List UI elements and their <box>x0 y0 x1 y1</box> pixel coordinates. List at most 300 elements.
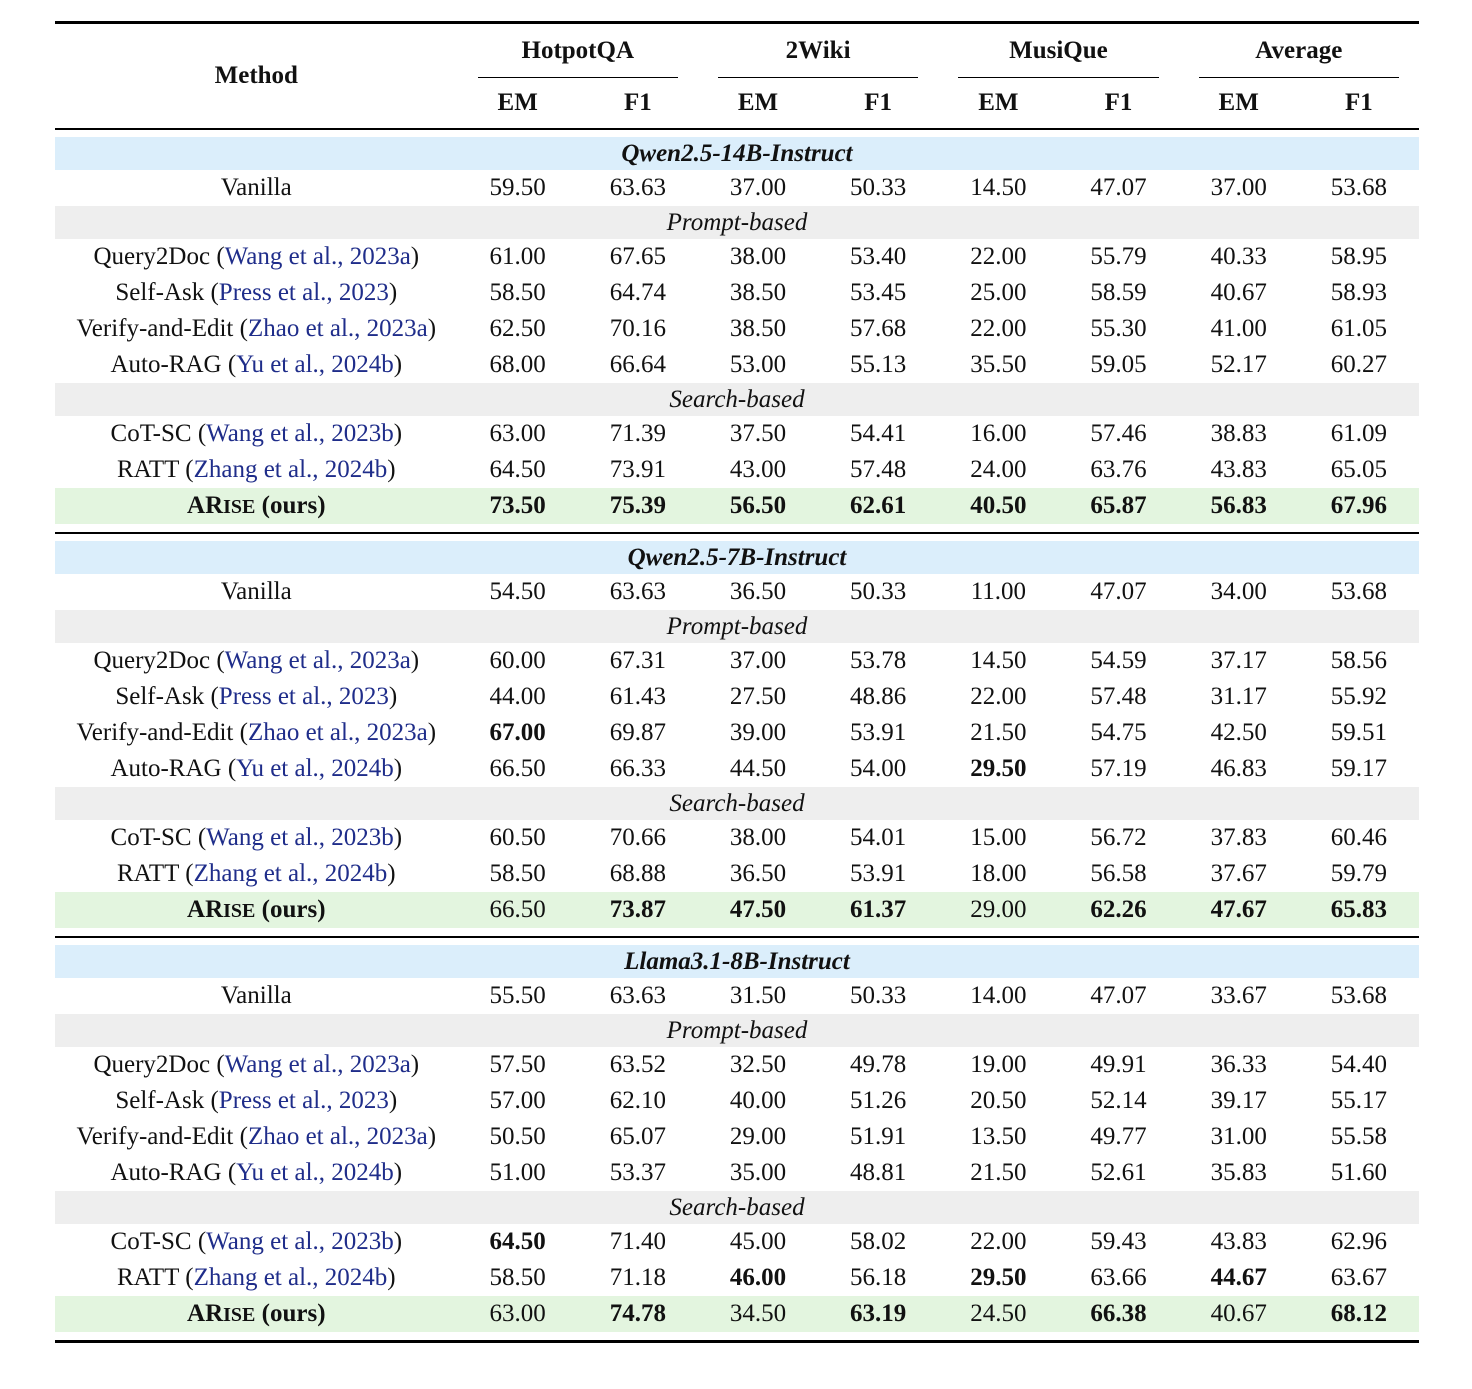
method-name: Self-Ask <box>115 1087 205 1114</box>
group-header-musique: MusiQue <box>938 24 1178 78</box>
table-cell: 59.17 <box>1330 755 1388 782</box>
table-cell: 54.50 <box>489 578 546 605</box>
table-cell: 37.67 <box>1210 860 1267 887</box>
table-cell: 22.00 <box>970 315 1027 342</box>
table-cell: 57.50 <box>489 1051 546 1078</box>
table-cell: 57.48 <box>850 456 907 483</box>
table-cell: 31.17 <box>1210 683 1267 710</box>
method-cell: Auto-RAG (Yu et al., 2024b) <box>110 351 403 378</box>
method-cell: Self-Ask (Press et al., 2023) <box>115 279 398 306</box>
table-cell: 74.78 <box>578 1296 698 1332</box>
metric-header: EM <box>1218 89 1259 116</box>
table-cell: 43.00 <box>729 456 787 483</box>
table-cell: 35.00 <box>729 1159 787 1186</box>
table-cell: 50.33 <box>850 174 907 201</box>
method-name: CoT-SC <box>110 420 192 447</box>
table-cell: 71.39 <box>609 420 666 447</box>
citation-link[interactable]: Wang et al., 2023a <box>224 243 411 270</box>
table-cell: 63.00 <box>489 420 546 447</box>
ours-row <box>55 1296 1419 1332</box>
method-cell: Query2Doc (Wang et al., 2023a) <box>93 647 420 674</box>
table-cell: 63.67 <box>1330 1264 1388 1291</box>
table-cell: 63.63 <box>609 982 666 1009</box>
method-name: Auto-RAG <box>110 1159 222 1186</box>
table-cell: 63.19 <box>818 1296 938 1332</box>
table-cell: 37.83 <box>1210 824 1267 851</box>
method-cell: CoT-SC (Wang et al., 2023b) <box>110 1228 403 1255</box>
table-cell: 49.77 <box>1090 1123 1147 1150</box>
table-cell: 62.61 <box>818 488 938 524</box>
table-cell: 66.50 <box>458 892 578 928</box>
table-cell: 39.00 <box>729 719 787 746</box>
method-cell: Verify-and-Edit (Zhao et al., 2023a) <box>76 315 437 342</box>
table-cell: 51.91 <box>850 1123 907 1150</box>
table-cell: 53.40 <box>850 243 907 270</box>
table-cell: 67.96 <box>1299 488 1419 524</box>
table-cell: 53.78 <box>850 647 907 674</box>
method-name: RATT <box>116 1264 180 1291</box>
table-cell: 47.07 <box>1090 578 1147 605</box>
table-cell: 43.83 <box>1210 1228 1267 1255</box>
table-cell: 14.50 <box>970 174 1027 201</box>
table-cell: 64.50 <box>489 1228 546 1255</box>
method-name: Vanilla <box>220 174 292 201</box>
method-cell <box>55 170 458 206</box>
table-row <box>55 1260 1419 1296</box>
table-cell: 32.50 <box>729 1051 787 1078</box>
table-row <box>55 275 1419 311</box>
category-header-search <box>55 787 1419 820</box>
table-cell: 35.50 <box>970 351 1027 378</box>
method-cell-ours <box>55 1296 458 1332</box>
method-cell-ours <box>55 892 458 928</box>
table-cell: 56.18 <box>850 1264 907 1291</box>
citation-link[interactable]: Zhao et al., 2023a <box>247 315 428 342</box>
table-cell: 40.67 <box>1179 1296 1299 1332</box>
method-name: Self-Ask <box>115 683 205 710</box>
table-cell: 57.00 <box>489 1087 546 1114</box>
group-header-average: Average <box>1179 24 1419 78</box>
category-header-prompt-label: Prompt-based <box>55 1014 1419 1047</box>
table-cell: 56.83 <box>1179 488 1299 524</box>
table-row <box>55 1047 1419 1083</box>
table-cell: 59.79 <box>1330 860 1388 887</box>
table-cell: 53.45 <box>850 279 907 306</box>
table-cell: 58.50 <box>489 1264 546 1291</box>
table-cell: 41.00 <box>1210 315 1267 342</box>
table-cell: 52.17 <box>1210 351 1267 378</box>
vanilla-row <box>55 574 1419 610</box>
vanilla-row <box>55 978 1419 1014</box>
ours-name-a: AR <box>187 492 224 519</box>
table-cell: 50.33 <box>850 578 907 605</box>
table-cell: 51.00 <box>489 1159 546 1186</box>
table-cell: 60.27 <box>1330 351 1388 378</box>
ours-suffix: (ours) <box>255 492 326 519</box>
method-cell <box>55 574 458 610</box>
table-row <box>55 347 1419 383</box>
table-cell: 40.00 <box>729 1087 787 1114</box>
table-cell: 55.30 <box>1090 315 1147 342</box>
category-header-search-label: Search-based <box>55 383 1419 416</box>
table-cell: 36.50 <box>729 860 787 887</box>
table-cell: 58.56 <box>1330 647 1388 674</box>
table-cell: 66.64 <box>609 351 666 378</box>
model-header <box>55 137 1419 170</box>
table-row <box>55 452 1419 488</box>
ours-name-a: AR <box>187 1300 224 1327</box>
table-cell: 65.83 <box>1299 892 1419 928</box>
table-cell: 40.33 <box>1210 243 1267 270</box>
category-header-prompt-label: Prompt-based <box>55 206 1419 239</box>
citation-link[interactable]: Press et al., 2023 <box>218 683 389 710</box>
method-cell: Verify-and-Edit (Zhao et al., 2023a) <box>76 719 437 746</box>
table-cell: 40.67 <box>1210 279 1267 306</box>
table-cell: 38.83 <box>1210 420 1267 447</box>
table-cell: 47.07 <box>1090 174 1147 201</box>
method-name: Query2Doc <box>93 647 211 674</box>
ours-name-b: ISE <box>223 900 256 922</box>
category-header-search-label: Search-based <box>55 787 1419 820</box>
model-header-label: Llama3.1-8B-Instruct <box>55 945 1419 978</box>
table-cell: 38.50 <box>729 279 787 306</box>
table-cell: 57.46 <box>1090 420 1147 447</box>
table-cell: 57.48 <box>1090 683 1147 710</box>
table-cell: 25.00 <box>970 279 1027 306</box>
table-cell: 62.26 <box>1058 892 1178 928</box>
table-cell: 63.63 <box>609 578 666 605</box>
table-cell: 33.67 <box>1210 982 1267 1009</box>
vanilla-row <box>55 170 1419 206</box>
table-cell: 53.68 <box>1330 578 1388 605</box>
table-row <box>55 1155 1419 1191</box>
table-cell: 51.60 <box>1330 1159 1388 1186</box>
table-cell: 39.17 <box>1210 1087 1267 1114</box>
table-cell: 29.00 <box>729 1123 787 1150</box>
table-cell: 53.37 <box>609 1159 666 1186</box>
table-cell: 62.96 <box>1330 1228 1388 1255</box>
table-cell: 34.50 <box>698 1296 818 1332</box>
method-cell: Auto-RAG (Yu et al., 2024b) <box>110 1159 403 1186</box>
table-cell: 22.00 <box>970 683 1027 710</box>
ours-name-b: ISE <box>223 496 256 518</box>
citation-link[interactable]: Zhang et al., 2024b <box>193 456 388 483</box>
table-cell: 49.91 <box>1090 1051 1147 1078</box>
table-cell: 65.05 <box>1330 456 1388 483</box>
table-cell: 61.43 <box>609 683 666 710</box>
table-row <box>55 715 1419 751</box>
table-cell: 61.05 <box>1330 315 1388 342</box>
category-header-search-label: Search-based <box>55 1191 1419 1224</box>
table-cell: 38.00 <box>729 824 787 851</box>
category-header-prompt <box>55 1014 1419 1047</box>
method-name: Auto-RAG <box>110 351 222 378</box>
method-header: Method <box>214 62 298 89</box>
method-name: Vanilla <box>220 578 292 605</box>
method-cell: Self-Ask (Press et al., 2023) <box>115 683 398 710</box>
citation-link[interactable]: Zhang et al., 2024b <box>193 1264 388 1291</box>
table-cell: 48.81 <box>850 1159 907 1186</box>
table-cell: 68.12 <box>1299 1296 1419 1332</box>
metric-header: F1 <box>864 89 893 116</box>
results-body <box>55 129 1419 1343</box>
metric-header: EM <box>978 89 1019 116</box>
table-cell: 52.14 <box>1090 1087 1147 1114</box>
table-cell: 43.83 <box>1210 456 1267 483</box>
table-cell: 35.83 <box>1210 1159 1267 1186</box>
table-cell: 50.50 <box>489 1123 546 1150</box>
category-header-prompt <box>55 206 1419 239</box>
category-header-search <box>55 383 1419 416</box>
model-header-label: Qwen2.5-14B-Instruct <box>55 137 1419 170</box>
citation-link[interactable]: Zhang et al., 2024b <box>193 860 388 887</box>
citation-link[interactable]: Zhao et al., 2023a <box>247 1123 428 1150</box>
ours-suffix: (ours) <box>255 1300 326 1327</box>
table-cell: 53.68 <box>1330 982 1388 1009</box>
table-cell: 42.50 <box>1210 719 1267 746</box>
table-cell: 21.50 <box>970 719 1027 746</box>
citation-link[interactable]: Yu et al., 2024b <box>236 1159 394 1186</box>
table-cell: 38.50 <box>729 315 787 342</box>
method-cell: Auto-RAG (Yu et al., 2024b) <box>110 755 403 782</box>
table-cell: 46.00 <box>729 1264 787 1291</box>
table-cell: 61.37 <box>818 892 938 928</box>
table-cell: 55.17 <box>1330 1087 1388 1114</box>
ours-row <box>55 892 1419 928</box>
citation-link[interactable]: Press et al., 2023 <box>218 1087 389 1114</box>
table-cell: 67.65 <box>609 243 666 270</box>
model-header <box>55 541 1419 574</box>
method-cell: RATT (Zhang et al., 2024b) <box>116 1264 396 1291</box>
method-cell: CoT-SC (Wang et al., 2023b) <box>110 824 403 851</box>
group-header-hotpotqa: HotpotQA <box>458 24 698 78</box>
table-cell: 14.50 <box>970 647 1027 674</box>
table-cell: 55.79 <box>1090 243 1147 270</box>
table-cell: 68.88 <box>609 860 666 887</box>
table-cell: 47.07 <box>1090 982 1147 1009</box>
table-cell: 57.19 <box>1090 755 1147 782</box>
category-header-prompt <box>55 610 1419 643</box>
ours-name-a: AR <box>187 896 224 923</box>
table-cell: 59.51 <box>1330 719 1388 746</box>
method-name: Auto-RAG <box>110 755 222 782</box>
citation-link[interactable]: Wang et al., 2023b <box>206 1228 394 1255</box>
table-cell: 22.00 <box>970 243 1027 270</box>
citation-link[interactable]: Wang et al., 2023a <box>224 1051 411 1078</box>
table-cell: 69.87 <box>609 719 666 746</box>
table-cell: 53.91 <box>850 860 907 887</box>
table-cell: 53.00 <box>729 351 787 378</box>
method-name: Verify-and-Edit <box>76 719 234 746</box>
table-row <box>55 679 1419 715</box>
table-cell: 46.83 <box>1210 755 1267 782</box>
table-cell: 13.50 <box>970 1123 1027 1150</box>
table-cell: 59.50 <box>489 174 546 201</box>
table-row <box>55 239 1419 275</box>
table-row <box>55 856 1419 892</box>
table-cell: 60.50 <box>489 824 546 851</box>
table-cell: 29.50 <box>970 1264 1027 1291</box>
table-cell: 70.16 <box>609 315 666 342</box>
results-table <box>55 21 1419 1343</box>
table-cell: 59.05 <box>1090 351 1147 378</box>
table-cell: 50.33 <box>850 982 907 1009</box>
table-cell: 37.17 <box>1210 647 1267 674</box>
table-cell: 58.95 <box>1330 243 1388 270</box>
method-cell: Query2Doc (Wang et al., 2023a) <box>93 1051 420 1078</box>
table-cell: 71.40 <box>609 1228 666 1255</box>
table-cell: 22.00 <box>970 1228 1027 1255</box>
table-cell: 18.00 <box>970 860 1027 887</box>
table-cell: 24.00 <box>970 456 1027 483</box>
method-name: Query2Doc <box>93 1051 211 1078</box>
table-cell: 56.50 <box>698 488 818 524</box>
table-cell: 53.68 <box>1330 174 1388 201</box>
table-cell: 68.00 <box>489 351 546 378</box>
table-row <box>55 311 1419 347</box>
table-cell: 65.87 <box>1058 488 1178 524</box>
table-cell: 55.92 <box>1330 683 1388 710</box>
method-name: Self-Ask <box>115 279 205 306</box>
citation-link[interactable]: Wang et al., 2023a <box>224 647 411 674</box>
table-cell: 63.52 <box>609 1051 666 1078</box>
citation-link[interactable]: Yu et al., 2024b <box>236 351 394 378</box>
table-cell: 31.00 <box>1210 1123 1267 1150</box>
table-cell: 58.50 <box>489 860 546 887</box>
table-cell: 62.10 <box>609 1087 666 1114</box>
table-cell: 63.00 <box>458 1296 578 1332</box>
table-cell: 55.13 <box>850 351 907 378</box>
table-row <box>55 416 1419 452</box>
table-cell: 54.41 <box>850 420 907 447</box>
table-cell: 34.00 <box>1210 578 1267 605</box>
method-cell: Verify-and-Edit (Zhao et al., 2023a) <box>76 1123 437 1150</box>
table-cell: 37.50 <box>729 420 787 447</box>
citation-link[interactable]: Wang et al., 2023b <box>206 824 394 851</box>
method-cell: CoT-SC (Wang et al., 2023b) <box>110 420 403 447</box>
table-cell: 31.50 <box>729 982 787 1009</box>
header-row-groups <box>55 24 1419 78</box>
table-cell: 44.00 <box>489 683 546 710</box>
category-header-prompt-label: Prompt-based <box>55 610 1419 643</box>
table-cell: 37.00 <box>729 647 787 674</box>
table-row <box>55 643 1419 679</box>
table-cell: 27.50 <box>729 683 787 710</box>
table-cell: 58.93 <box>1330 279 1388 306</box>
metric-header: EM <box>737 89 779 116</box>
table-cell: 48.86 <box>850 683 907 710</box>
table-cell: 65.07 <box>609 1123 666 1150</box>
table-cell: 56.72 <box>1090 824 1147 851</box>
method-cell <box>55 978 458 1014</box>
group-header-2wiki: 2Wiki <box>698 24 938 78</box>
table-cell: 19.00 <box>970 1051 1027 1078</box>
table-cell: 75.39 <box>578 488 698 524</box>
table-cell: 64.74 <box>609 279 666 306</box>
table-cell: 70.66 <box>609 824 666 851</box>
ours-suffix: (ours) <box>255 896 326 923</box>
table-cell: 67.00 <box>489 719 546 746</box>
table-cell: 63.66 <box>1090 1264 1147 1291</box>
table-cell: 63.76 <box>1090 456 1147 483</box>
method-name: Query2Doc <box>93 243 211 270</box>
table-cell: 15.00 <box>970 824 1027 851</box>
table-cell: 24.50 <box>938 1296 1058 1332</box>
metric-header: F1 <box>1104 89 1133 116</box>
metric-header: F1 <box>1345 89 1373 116</box>
table-cell: 53.91 <box>850 719 907 746</box>
table-cell: 54.75 <box>1090 719 1147 746</box>
table-cell: 54.59 <box>1090 647 1147 674</box>
table-cell: 54.00 <box>850 755 907 782</box>
method-name: RATT <box>116 860 180 887</box>
table-cell: 54.40 <box>1330 1051 1388 1078</box>
model-header <box>55 945 1419 978</box>
table-cell: 61.09 <box>1330 420 1388 447</box>
method-name: Vanilla <box>220 982 292 1009</box>
table-cell: 16.00 <box>970 420 1027 447</box>
table-row <box>55 1119 1419 1155</box>
method-name: Verify-and-Edit <box>76 1123 234 1150</box>
table-cell: 56.58 <box>1090 860 1147 887</box>
table-cell: 55.50 <box>489 982 546 1009</box>
table-cell: 36.33 <box>1210 1051 1267 1078</box>
metric-header: EM <box>497 89 538 116</box>
table-cell: 36.50 <box>729 578 787 605</box>
table-cell: 29.00 <box>938 892 1058 928</box>
table-cell: 11.00 <box>970 578 1027 605</box>
method-cell: RATT (Zhang et al., 2024b) <box>116 860 396 887</box>
citation-link[interactable]: Press et al., 2023 <box>218 279 389 306</box>
table-cell: 62.50 <box>489 315 546 342</box>
table-cell: 38.00 <box>729 243 787 270</box>
table-row <box>55 1224 1419 1260</box>
ours-row <box>55 488 1419 524</box>
method-name: Verify-and-Edit <box>76 315 234 342</box>
method-cell-ours <box>55 488 458 524</box>
table-cell: 49.78 <box>850 1051 907 1078</box>
table-cell: 73.91 <box>609 456 666 483</box>
table-cell: 73.50 <box>458 488 578 524</box>
table-cell: 52.61 <box>1090 1159 1147 1186</box>
citation-link[interactable]: Wang et al., 2023b <box>206 420 394 447</box>
table-cell: 14.00 <box>970 982 1027 1009</box>
citation-link[interactable]: Zhao et al., 2023a <box>247 719 428 746</box>
table-cell: 47.67 <box>1179 892 1299 928</box>
metric-header: F1 <box>623 89 652 116</box>
table-cell: 60.00 <box>489 647 546 674</box>
table-cell: 44.67 <box>1210 1264 1267 1291</box>
table-cell: 60.46 <box>1330 824 1388 851</box>
table-cell: 58.50 <box>489 279 546 306</box>
method-cell: Query2Doc (Wang et al., 2023a) <box>93 243 420 270</box>
table-cell: 67.31 <box>609 647 666 674</box>
citation-link[interactable]: Yu et al., 2024b <box>236 755 394 782</box>
table-cell: 37.00 <box>1210 174 1267 201</box>
table-cell: 66.33 <box>609 755 666 782</box>
table-cell: 40.50 <box>938 488 1058 524</box>
table-cell: 47.50 <box>698 892 818 928</box>
method-name: CoT-SC <box>110 824 192 851</box>
method-name: CoT-SC <box>110 1228 192 1255</box>
table-cell: 66.38 <box>1058 1296 1178 1332</box>
table-cell: 63.63 <box>609 174 666 201</box>
method-cell: Self-Ask (Press et al., 2023) <box>115 1087 398 1114</box>
table-cell: 55.58 <box>1330 1123 1388 1150</box>
table-cell: 51.26 <box>850 1087 907 1114</box>
table-row <box>55 820 1419 856</box>
table-cell: 21.50 <box>970 1159 1027 1186</box>
